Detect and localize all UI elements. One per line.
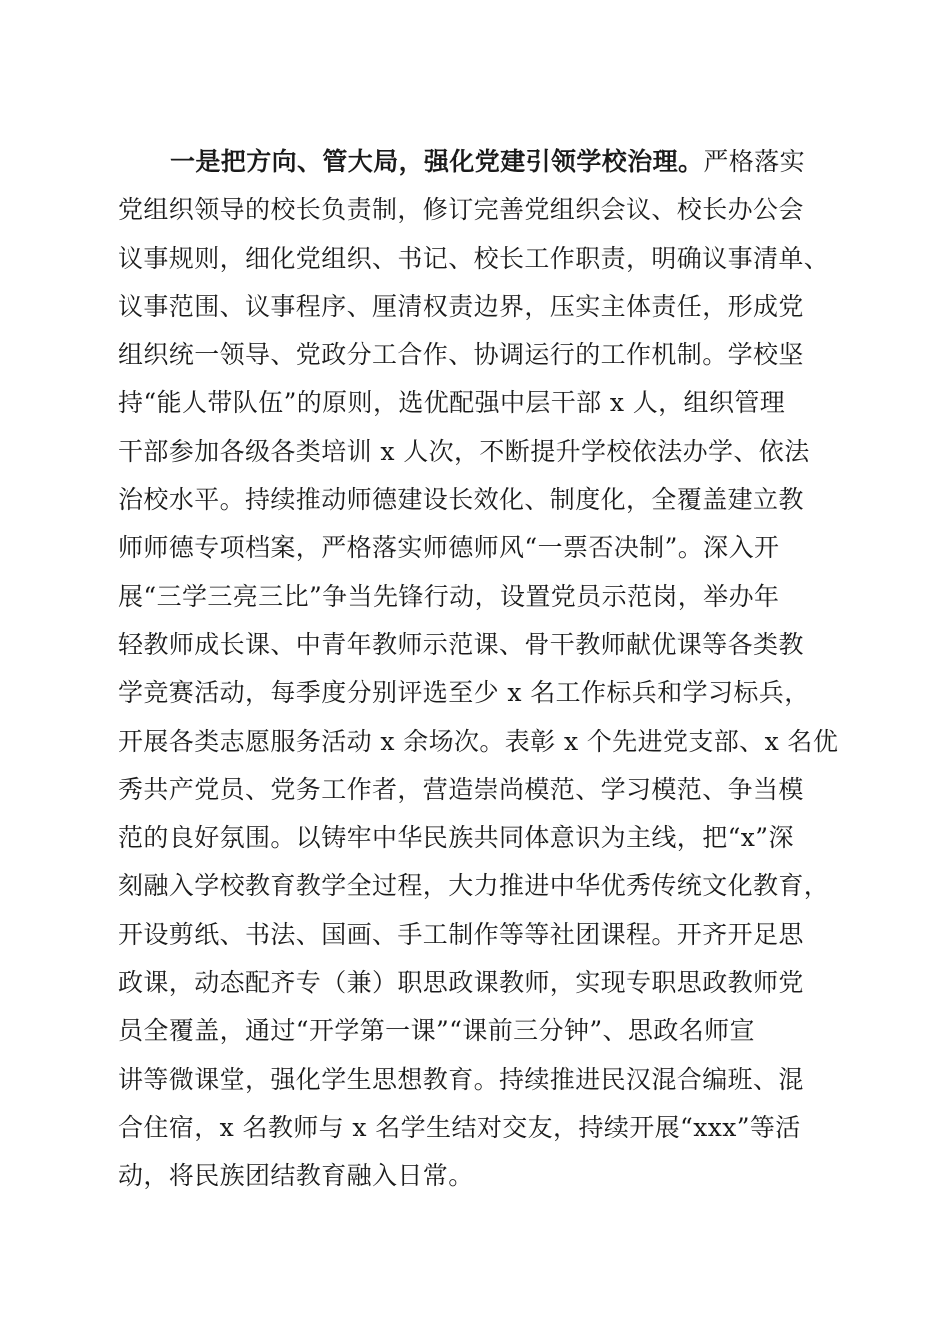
paragraph-line: 政课，动态配齐专（兼）职思政课教师，实现专职思政教师党 (118, 968, 804, 998)
paragraph-line: 党组织领导的校长负责制，修订完善党组织会议、校长办公会 (118, 195, 804, 225)
paragraph-line: 治校水平。持续推动师德建设长效化、制度化，全覆盖建立教 (118, 485, 804, 515)
paragraph-line: 展“三学三亮三比”争当先锋行动，设置党员示范岗，举办年 (118, 581, 780, 611)
paragraph-line: 合住宿，x 名教师与 x 名学生结对交友，持续开展“xxx”等活 (118, 1112, 801, 1142)
paragraph-line: 持“能人带队伍”的原则，选优配强中层干部 x 人，组织管理 (118, 388, 786, 418)
paragraph-line: 动，将民族团结教育融入日常。 (118, 1161, 474, 1191)
paragraph-line: 轻教师成长课、中青年教师示范课、骨干教师献优课等各类教 (118, 629, 804, 659)
paragraph-line: 开展各类志愿服务活动 x 余场次。表彰 x 个先进党支部、x 名优 (118, 726, 839, 756)
body-paragraph (118, 138, 838, 1201)
paragraph-first-line (118, 138, 838, 186)
paragraph-line: 刻融入学校教育教学全过程，大力推进中华优秀传统文化教育， (118, 871, 830, 901)
paragraph-line: 干部参加各级各类培训 x 人次，不断提升学校依法办学、依法 (118, 436, 810, 466)
paragraph-line: 学竞赛活动，每季度分别评选至少 x 名工作标兵和学习标兵， (118, 678, 810, 708)
paragraph-line: 师师德专项档案，严格落实师德师风“一票否决制”。深入开 (118, 533, 780, 563)
paragraph-line: 开设剪纸、书法、国画、手工制作等等社团课程。开齐开足思 (118, 919, 804, 949)
paragraph-line: 讲等微课堂，强化学生思想教育。持续推进民汉混合编班、混 (118, 1064, 804, 1094)
paragraph-line: 组织统一领导、党政分工合作、协调运行的工作机制。学校坚 (118, 340, 804, 370)
paragraph-line: 议事范围、议事程序、厘清权责边界，压实主体责任，形成党 (118, 291, 804, 321)
paragraph-line: 员全覆盖，通过“开学第一课”“课前三分钟”、思政名师宣 (118, 1016, 755, 1046)
paragraph-line: 议事规则，细化党组织、书记、校长工作职责，明确议事清单、 (118, 243, 830, 273)
first-line-rest: 严格落实 (703, 147, 806, 176)
lead-phrase: 一是把方向、管大局，强化党建引领学校治理。 (170, 147, 704, 176)
paragraph-line: 秀共产党员、党务工作者，营造崇尚模范、学习模范、争当模 (118, 774, 804, 804)
paragraph-line: 范的良好氛围。以铸牢中华民族共同体意识为主线，把“x”深 (118, 823, 794, 853)
